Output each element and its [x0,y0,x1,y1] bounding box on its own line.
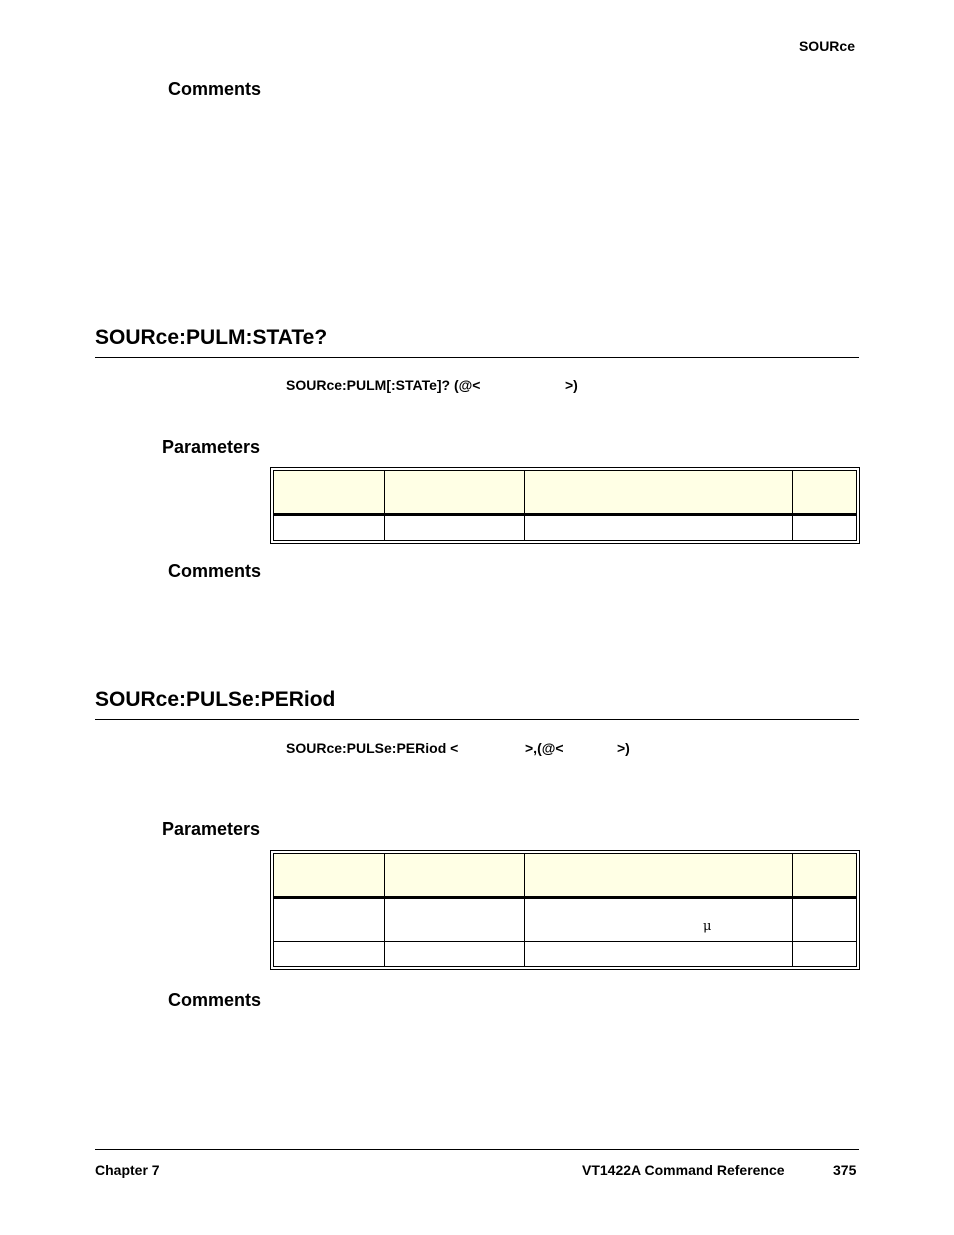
table-cell [274,942,385,967]
comments-label: Comments [168,79,262,99]
table-cell [525,942,793,967]
table-cell [793,942,857,967]
table-header-cell [525,471,793,515]
command-syntax-end: >) [565,377,578,393]
table-header-cell [385,471,525,515]
section-rule [95,357,859,358]
table-header-cell [385,854,525,898]
section-title-pulm-state: SOURce:PULM:STATe? [95,326,328,349]
comments-label: Comments [168,561,262,581]
command-syntax: SOURce:PULSe:PERiod < [286,740,459,756]
table-cell [793,898,857,942]
table-row [274,942,857,967]
section-title-pulse-period: SOURce:PULSe:PERiod [95,688,336,711]
command-syntax: SOURce:PULM[:STATe]? (@< [286,377,481,393]
table-cell [385,515,525,541]
command-syntax-mid: >,(@< [525,740,564,756]
table-cell [385,942,525,967]
table-row [274,898,857,942]
table-header-cell [274,854,385,898]
command-syntax-end: >) [617,740,630,756]
table-cell [274,898,385,942]
table-header-row [274,471,857,515]
table-cell [793,515,857,541]
table-row [274,515,857,541]
micro-symbol: μ [703,919,712,934]
footer-chapter: Chapter 7 [95,1162,160,1178]
table-cell [525,898,793,942]
running-header: SOURce [798,38,855,54]
parameters-label: Parameters [162,819,261,839]
table-header-row [274,854,857,898]
table-header-cell [525,854,793,898]
comments-label: Comments [168,990,262,1010]
footer-doc-title: VT1422A Command Reference [582,1162,785,1178]
section-rule [95,719,859,720]
footer-rule [95,1149,859,1150]
parameters-table [270,850,860,970]
parameters-label: Parameters [162,437,261,457]
page-number: 375 [833,1162,857,1178]
table-cell [385,898,525,942]
table-cell [274,515,385,541]
table-cell [525,515,793,541]
table-header-cell [274,471,385,515]
table-header-cell [793,471,857,515]
parameters-table [270,467,860,544]
table-header-cell [793,854,857,898]
